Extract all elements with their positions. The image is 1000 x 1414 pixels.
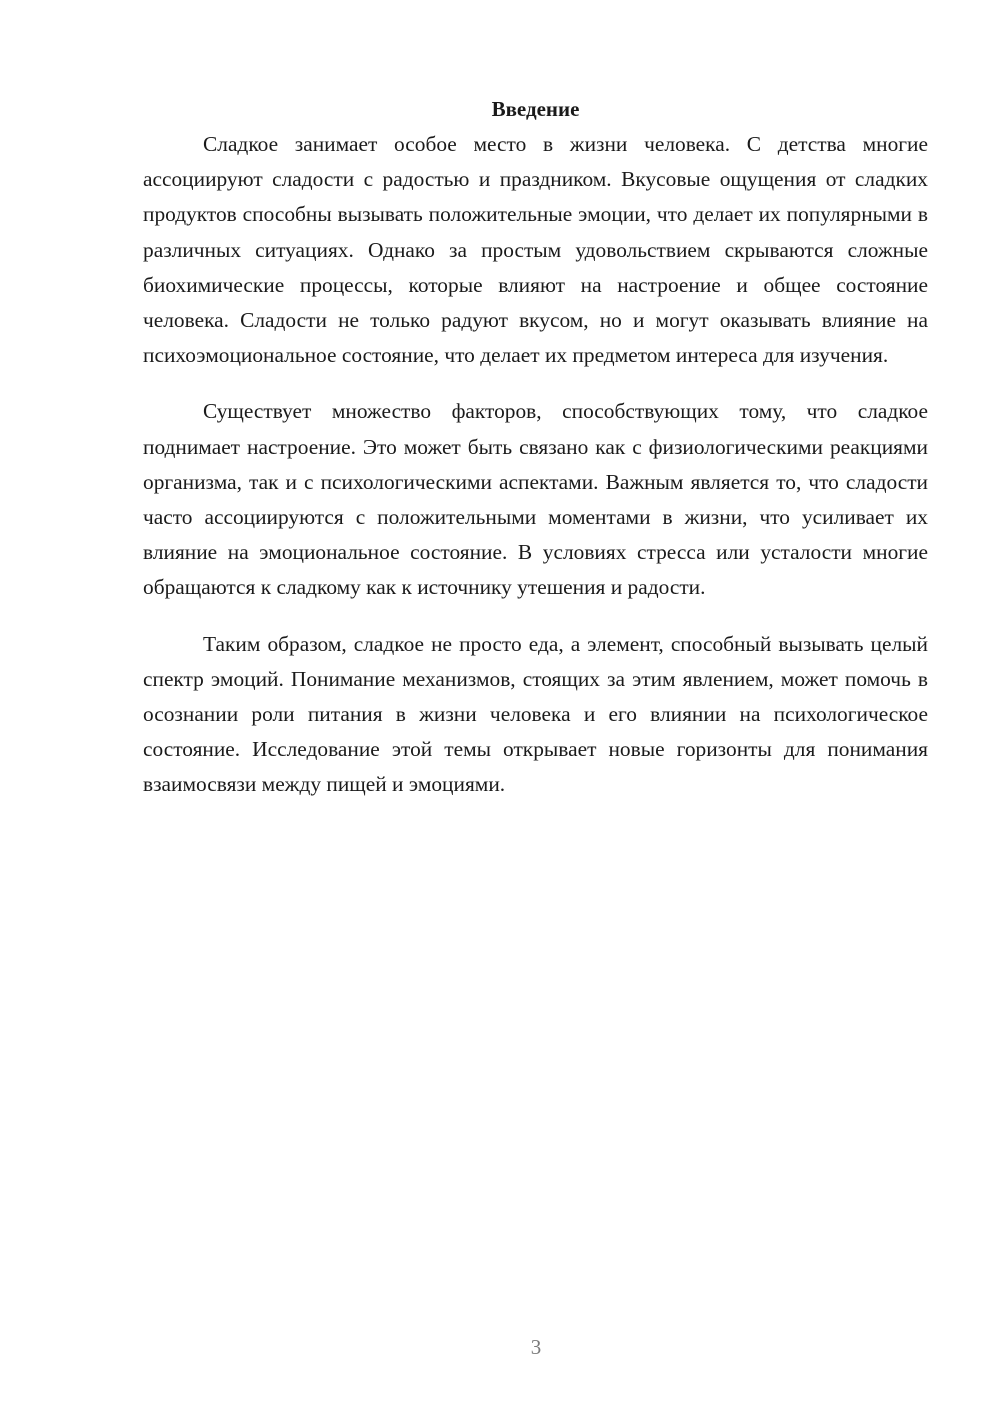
section-heading: Введение [491,97,580,121]
paragraph-2: Существует множество факторов, способствующих тому, что сладкое поднимает настроение. Это может быть связано как с физиологическими реакциями организма, так и с психологическими аспектами. Важным является то, что сладости часто ассоциируются с положительными моментами в жизни, что усиливает их влияние на эмоциональное состояние. В условиях стресса или усталости многие обращаются к сладкому как к источнику утешения и радости. [143,399,928,600]
paragraph-1: Сладкое занимает особое место в жизни человека. С детства многие ассоциируют сладости с радостью и праздником. Вкусовые ощущения от сладких продуктов способны вызывать положительные эмоции, что делает их популярными в различных ситуациях. Однако за простым удовольствием скрываются сложные биохимические процессы, которые влияют на настроение и общее состояние человека. Сладости не только радуют вкусом, но и могут оказывать влияние на психоэмоциональное состояние, что делает их предметом интереса для изучения. [143,132,928,368]
page-number: 3 [530,1335,542,1359]
page-content [143,92,928,803]
paragraph-3: Таким образом, сладкое не просто еда, а элемент, способный вызывать целый спектр эмоций. Понимание механизмов, стоящих за этим явлением, может помочь в осознании роли питания в жизни человека и его влиянии на психологическое состояние. Исследование этой темы открывает новые горизонты для понимания взаимосвязи между пищей и эмоциями. [143,631,928,797]
